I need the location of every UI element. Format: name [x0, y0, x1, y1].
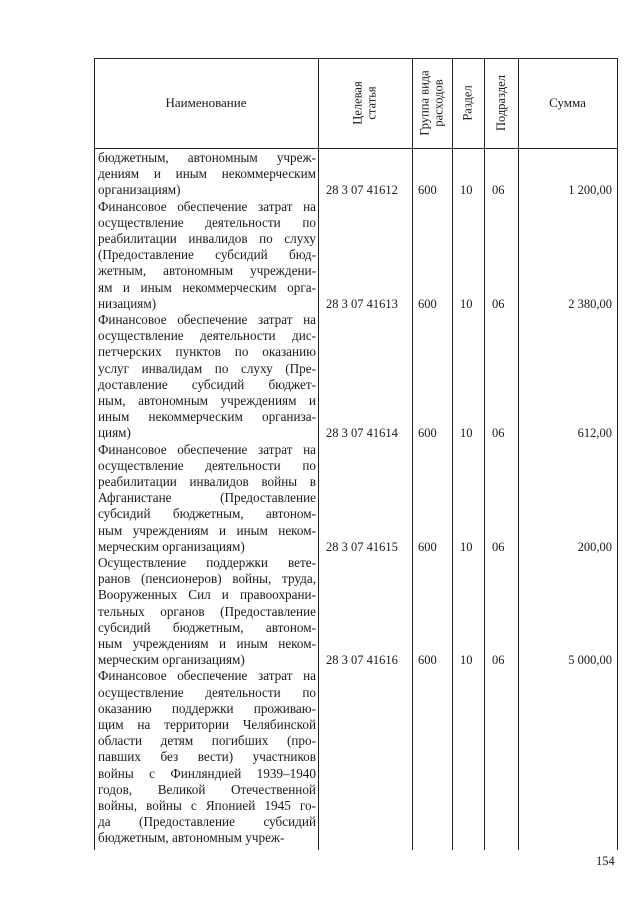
- row-sum: 2 380,00: [568, 296, 612, 311]
- row-name-line: осуществление деятельности по: [98, 684, 316, 700]
- row-name-line: (Предоставление субсидий бюд-: [98, 247, 316, 263]
- column-divider: [484, 58, 485, 850]
- row-name-line: низациям): [98, 295, 157, 311]
- header-subsection: [484, 58, 518, 148]
- header-section: [452, 58, 484, 148]
- row-name-line: тельных органов (Предоставление: [98, 603, 316, 619]
- row-name: [98, 668, 316, 846]
- row-name-line: Осуществление поддержки вете-: [98, 555, 316, 570]
- row-target-code: 28 3 07 41615: [326, 539, 398, 554]
- table-border-right: [617, 58, 618, 850]
- row-name-line: осуществление деятельности по: [98, 214, 316, 230]
- row-name-line: ям и иным некоммерческим орга-: [98, 279, 316, 295]
- header-divider: [94, 148, 618, 149]
- row-name-line: Финансовое обеспечение затрат на: [98, 312, 316, 327]
- row-name-line: Финансовое обеспечение затрат на: [98, 668, 316, 684]
- row-name-line: жетным, автономным учреждени-: [98, 263, 316, 279]
- row-name-line: ным учреждениям и иным неком-: [98, 636, 316, 652]
- row-name-line: Афганистане (Предоставление: [98, 490, 316, 506]
- header-subsection-label: Подраздел: [494, 75, 508, 131]
- row-name: [98, 150, 316, 199]
- row-name-line: щим на территории Челябинской: [98, 717, 316, 732]
- row-name-line: иным некоммерческим организа-: [98, 409, 316, 425]
- row-name-line: петчерских пунктов по оказанию: [98, 344, 316, 360]
- row-group-code: 600: [418, 426, 437, 441]
- header-target-line: статья: [365, 86, 379, 120]
- row-subsection-code: 06: [492, 653, 505, 668]
- row-name-line: организациям): [98, 182, 181, 198]
- row-name-line: ранов (пенсионеров) войны, труда,: [98, 571, 316, 587]
- row-section-code: 10: [460, 653, 473, 668]
- header-group-label: [418, 70, 446, 135]
- row-name-line: доставление субсидий бюджет-: [98, 376, 316, 392]
- header-name-label: Наименование: [165, 95, 247, 110]
- row-name-line: Вооруженных Сил и правоохрани-: [98, 587, 316, 603]
- row-name-line: Финансовое обеспечение затрат на: [98, 198, 316, 214]
- column-divider: [518, 58, 519, 850]
- row-name: [98, 312, 316, 442]
- header-group: [412, 58, 452, 148]
- row-subsection-code: 06: [492, 426, 505, 441]
- row-sum: 1 200,00: [568, 183, 612, 198]
- row-name-line: области детям погибших (про-: [98, 733, 316, 749]
- row-name-line: субсидий бюджетным, автоном-: [98, 619, 316, 635]
- row-name-line: услуг инвалидам по слуху (Пре-: [98, 360, 316, 376]
- row-group-code: 600: [418, 653, 437, 668]
- row-name-line: Финансовое обеспечение затрат на: [98, 441, 316, 457]
- header-sum: [518, 58, 617, 148]
- row-sum: 5 000,00: [568, 653, 612, 668]
- header-sum-label: Сумма: [549, 95, 586, 110]
- row-group-code: 600: [418, 539, 437, 554]
- table-border-left: [94, 58, 95, 850]
- column-divider: [412, 58, 413, 850]
- row-target-code: 28 3 07 41612: [326, 183, 398, 198]
- row-sum: 200,00: [577, 539, 612, 554]
- row-name-line: ным, автономным учреждениям и: [98, 393, 316, 409]
- row-target-code: 28 3 07 41613: [326, 296, 398, 311]
- row-name-line: ным учреждениям и иным неком-: [98, 522, 316, 538]
- row-name-line: бюджетным, автономным учреж-: [98, 830, 285, 846]
- row-name: [98, 555, 316, 668]
- row-sum: 612,00: [577, 426, 612, 441]
- page-number: 154: [596, 854, 615, 868]
- row-name: [98, 199, 316, 312]
- row-subsection-code: 06: [492, 183, 505, 198]
- header-target-label: [351, 81, 379, 124]
- row-section-code: 10: [460, 539, 473, 554]
- row-name-line: реабилитации инвалидов войны в: [98, 474, 316, 489]
- row-group-code: 600: [418, 296, 437, 311]
- header-name: [94, 58, 318, 148]
- row-name: [98, 442, 316, 555]
- header-group-line: расходов: [432, 79, 447, 127]
- row-name-line: годов, Великой Отечественной: [98, 781, 316, 797]
- row-name-line: войны, войны с Японией 1945 го-: [98, 798, 316, 814]
- row-name-line: осуществление деятельности дис-: [98, 328, 316, 344]
- budget-table: [94, 58, 618, 850]
- header-target: [318, 58, 412, 148]
- row-section-code: 10: [460, 296, 473, 311]
- row-section-code: 10: [460, 426, 473, 441]
- row-subsection-code: 06: [492, 296, 505, 311]
- header-group-line: Группа вида: [418, 70, 433, 136]
- row-group-code: 600: [418, 183, 437, 198]
- row-name-line: субсидий бюджетным, автоном-: [98, 506, 316, 522]
- row-name-line: мерческим организациям): [98, 652, 245, 668]
- row-name-line: бюджетным, автономным учреж-: [98, 150, 316, 165]
- column-divider: [318, 58, 319, 850]
- row-name-line: войны с Финляндией 1939–1940: [98, 765, 316, 781]
- row-section-code: 10: [460, 183, 473, 198]
- row-name-line: павших без вести) участников: [98, 749, 316, 765]
- header-target-line: Целевая: [351, 81, 365, 125]
- column-divider: [452, 58, 453, 850]
- row-name-line: мерческим организациям): [98, 538, 245, 554]
- row-subsection-code: 06: [492, 539, 505, 554]
- row-name-line: циям): [98, 425, 131, 441]
- row-name-line: да (Предоставление субсидий: [98, 814, 316, 830]
- header-section-label: Раздел: [461, 85, 476, 121]
- row-name-line: дениям и иным некоммерческим: [98, 166, 316, 182]
- row-target-code: 28 3 07 41614: [326, 426, 398, 441]
- row-name-line: оказанию поддержки проживаю-: [98, 700, 316, 716]
- row-name-line: осуществление деятельности по: [98, 457, 316, 473]
- row-target-code: 28 3 07 41616: [326, 653, 398, 668]
- row-name-line: реабилитации инвалидов по слуху: [98, 231, 316, 246]
